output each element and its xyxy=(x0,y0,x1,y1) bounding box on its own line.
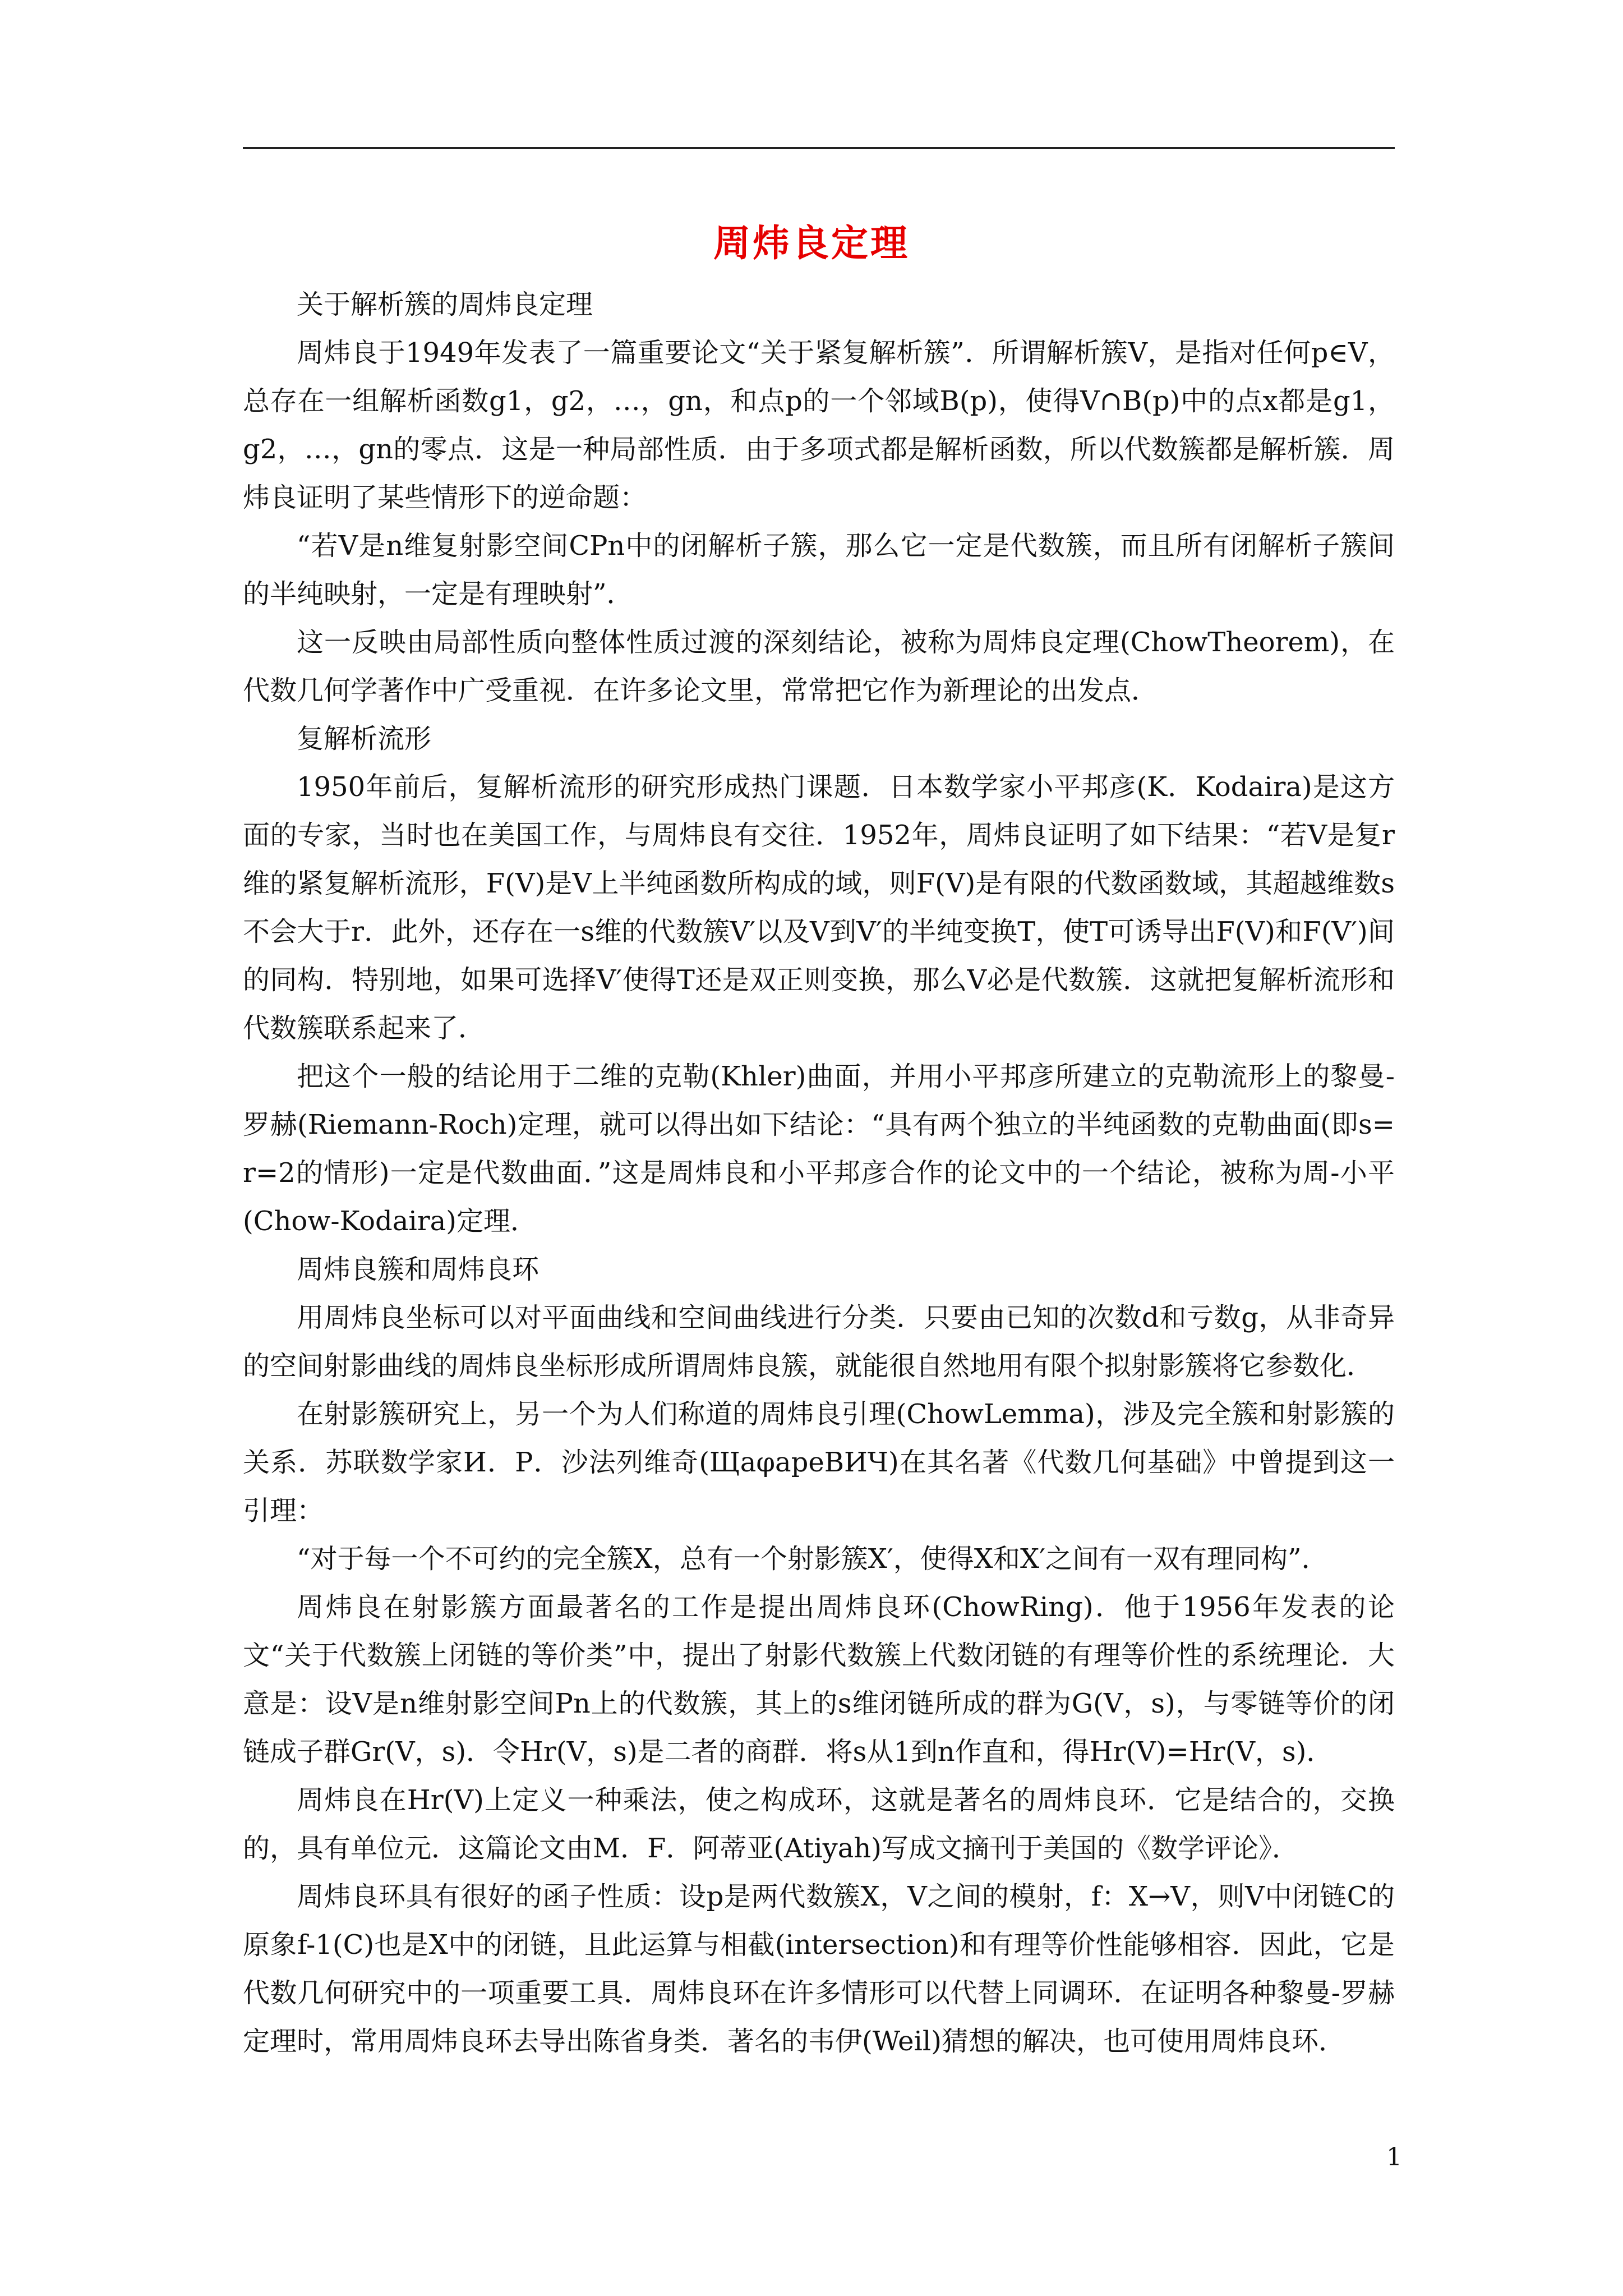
header-rule xyxy=(243,147,1395,149)
paragraph: 周炜良环具有很好的函子性质：设p是两代数簇X，V之间的模射，f：X→V，则V中闭链C的原象f-1(C)也是X中的闭链，且此运算与相截(intersection)和有理等价性能够相容．因此，它是代数几何研究中的一项重要工具．周炜良环在许多情形可以代替上同调环．在证明各种黎曼-罗赫定理时，常用周炜良环去导出陈省身类．著名的韦伊(Weil)猜想的解决，也可使用周炜良环． xyxy=(243,1881,1395,2057)
paragraph: 周炜良于1949年发表了一篇重要论文“关于紧复解析簇”．所谓解析簇V，是指对任何p∈V，总存在一组解析函数g1，g2，…，gn，和点p的一个邻域B(p)，使得V∩B(p)中的点x都是g1，g2，…，gn的零点．这是一种局部性质．由于多项式都是解析函数，所以代数簇都是解析簇．周炜良证明了某些情形下的逆命题： xyxy=(243,337,1395,513)
paragraph: 把这个一般的结论用于二维的克勒(Khler)曲面，并用小平邦彦所建立的克勒流形上的黎曼-罗赫(Riemann-Roch)定理，就可以得出如下结论：“具有两个独立的半纯函数的克勒曲面(即s=r=2的情形)一定是代数曲面．”这是周炜良和小平邦彦合作的论文中的一个结论，被称为周-小平(Chow-Kodaira)定理． xyxy=(243,1061,1395,1237)
paragraph: 周炜良在Hr(V)上定义一种乘法，使之构成环，这就是著名的周炜良环．它是结合的，交换的，具有单位元．这篇论文由M．F．阿蒂亚(Atiyah)写成文摘刊于美国的《数学评论》． xyxy=(243,1784,1395,1864)
page-number: 1 xyxy=(1386,2143,1402,2171)
paragraph: 在射影簇研究上，另一个为人们称道的周炜良引理(ChowLemma)，涉及完全簇和射影簇的关系．苏联数学家И．Р．沙法列维奇(ЩаφареВИЧ)在其名著《代数几何基础》中曾提到这一引理： xyxy=(243,1398,1395,1526)
page-title: 周炜良定理 xyxy=(713,221,910,265)
paragraph: 1950年前后，复解析流形的研究形成热门课题．日本数学家小平邦彦(K．Kodaira)是这方面的专家，当时也在美国工作，与周炜良有交往．1952年，周炜良证明了如下结果：“若V是复r维的紧复解析流形，F(V)是V上半纯函数所构成的域，则F(V)是有限的代数函数域，其超越维数s不会大于r．此外，还存在一s维的代数簇V′以及V到V′的半纯变换T，使T可诱导出F(V)和F(V′)间的同构．特别地，如果可选择V′使得T还是双正则变换，那么V必是代数簇．这就把复解析流形和代数簇联系起来了． xyxy=(243,771,1395,1044)
quote-paragraph: “若V是n维复射影空间CPn中的闭解析子簇，那么它一定是代数簇，而且所有闭解析子簇间的半纯映射，一定是有理映射”． xyxy=(243,530,1395,610)
paragraph: 用周炜良坐标可以对平面曲线和空间曲线进行分类．只要由已知的次数d和亏数g，从非奇异的空间射影曲线的周炜良坐标形成所谓周炜良簇，就能很自然地用有限个拟射影簇将它参数化． xyxy=(243,1302,1395,1382)
paragraph: 这一反映由局部性质向整体性质过渡的深刻结论，被称为周炜良定理(ChowTheorem)，在代数几何学著作中广受重视．在许多论文里，常常把它作为新理论的出发点． xyxy=(243,627,1395,706)
document-body xyxy=(243,280,1395,2065)
section-heading: 周炜良簇和周炜良环 xyxy=(297,1254,540,1285)
paragraph: 周炜良在射影簇方面最著名的工作是提出周炜良环(ChowRing)．他于1956年发表的论文“关于代数簇上闭链的等价类”中，提出了射影代数簇上代数闭链的有理等价性的系统理论．大意是：设V是n维射影空间Pn上的代数簇，其上的s维闭链所成的群为G(V，s)，与零链等价的闭链成子群Gr(V，s)．令Hr(V，s)是二者的商群．将s从1到n作直和，得Hr(V)=Hr(V，s)． xyxy=(243,1591,1395,1768)
section-heading: 复解析流形 xyxy=(297,723,432,754)
section-heading: 关于解析簇的周炜良定理 xyxy=(297,289,593,320)
quote-paragraph: “对于每一个不可约的完全簇X，总有一个射影簇X′，使得X和X′之间有一双有理同构”． xyxy=(297,1543,1329,1575)
